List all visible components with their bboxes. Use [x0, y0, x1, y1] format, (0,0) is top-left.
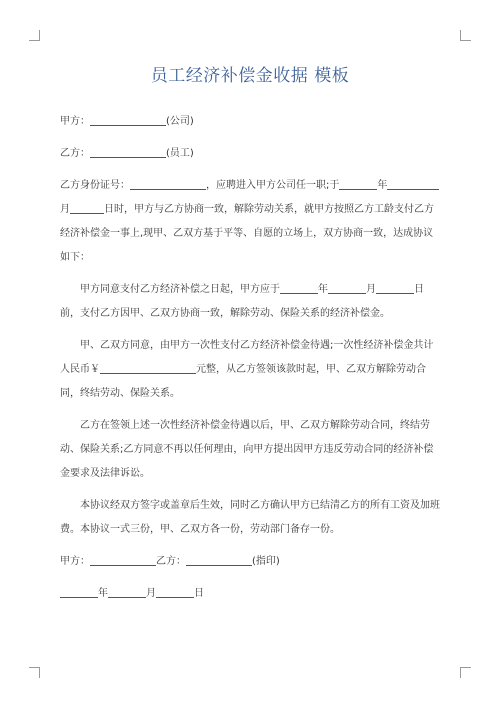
id-text-2: 日时，甲方与乙方协商一致，解除劳动关系，就甲方按照乙方工龄支付乙方经济补偿金一事上,现甲、乙双方基于平等、自愿的立场上，双方协商一致，达成协议如下： [60, 204, 434, 263]
paragraph-id [60, 174, 440, 270]
day-label: 日 [194, 588, 204, 599]
month-label: 月 [146, 588, 156, 599]
year-label: 年 [318, 284, 328, 295]
party-a-label: 甲方： [60, 116, 90, 127]
amount-blank[interactable] [100, 360, 196, 374]
sign-day-blank[interactable] [156, 584, 194, 598]
paragraph-release: 乙方在签领上述一次性经济补偿金待遇以后，甲、乙双方解除劳动合同，终结劳动、保险关系;乙方同意不再以任何理由，向甲方提出因甲方违反劳动合同的经济补偿金要求及法律诉讼。 [60, 420, 434, 479]
crop-mark-bottom-left [29, 667, 40, 678]
sign-suffix: (指印) [252, 556, 280, 567]
month-label: 月 [366, 284, 376, 295]
id-text-1: ，应聘进入甲方公司任一职;于 [206, 180, 340, 191]
hire-day-blank[interactable] [70, 200, 104, 214]
year-label: 年 [98, 588, 108, 599]
sign-b-blank[interactable] [186, 552, 252, 566]
party-b-blank[interactable] [90, 144, 166, 158]
sign-b-label: 乙方： [156, 556, 186, 567]
paragraph-payment-date [60, 278, 440, 326]
party-b-label: 乙方： [60, 148, 90, 159]
para2-end: 前，支付乙方因甲、乙双方协商一致，解除劳动、保险关系的经济补偿金。 [60, 308, 390, 319]
page-title: 员工经济补偿金收据 模板 [150, 66, 350, 86]
party-b-line [60, 142, 440, 166]
sign-a-blank[interactable] [90, 552, 156, 566]
year-label: 年 [377, 180, 388, 191]
id-number-blank[interactable] [130, 176, 206, 190]
month-label: 月 [60, 204, 70, 215]
crop-mark-top-left [29, 30, 40, 41]
sign-a-label: 甲方： [60, 556, 90, 567]
party-a-suffix: (公司) [166, 116, 194, 127]
document-body [60, 110, 440, 606]
para3-start: 甲、乙双方同意，由甲方一次性支付乙方经济补偿金待遇;一次性经济补偿金共计人民币￥ [60, 340, 434, 375]
signature-line [60, 550, 440, 574]
party-b-suffix: (员工) [166, 148, 194, 159]
crop-mark-top-right [460, 30, 471, 41]
hire-month-blank-b[interactable] [411, 176, 439, 190]
hire-month-blank-a[interactable] [387, 176, 411, 190]
crop-mark-bottom-right [460, 667, 471, 678]
paragraph-effective: 本协议经双方签字或盖章后生效，同时乙方确认甲方已结清乙方的所有工资及加班费。本协议一式三份，甲、乙双方各一份，劳动部门备存一份。 [60, 500, 440, 535]
para3-end: 元整，从乙方签领该款时起，甲、乙双方解除劳动合同，终结劳动、保险关系。 [60, 364, 426, 399]
day-label: 日 [414, 284, 424, 295]
para2-start: 甲方同意支付乙方经济补偿之日起，甲方应于 [80, 284, 280, 295]
paragraph-amount [60, 334, 440, 406]
party-a-blank[interactable] [90, 112, 166, 126]
pay-day-blank[interactable] [376, 280, 414, 294]
sign-year-blank[interactable] [60, 584, 98, 598]
sign-month-blank[interactable] [108, 584, 146, 598]
date-line [60, 582, 440, 606]
id-label: 乙方身份证号： [60, 180, 130, 191]
pay-year-blank[interactable] [280, 280, 318, 294]
party-a-line [60, 110, 440, 134]
hire-year-blank[interactable] [339, 176, 377, 190]
pay-month-blank[interactable] [328, 280, 366, 294]
